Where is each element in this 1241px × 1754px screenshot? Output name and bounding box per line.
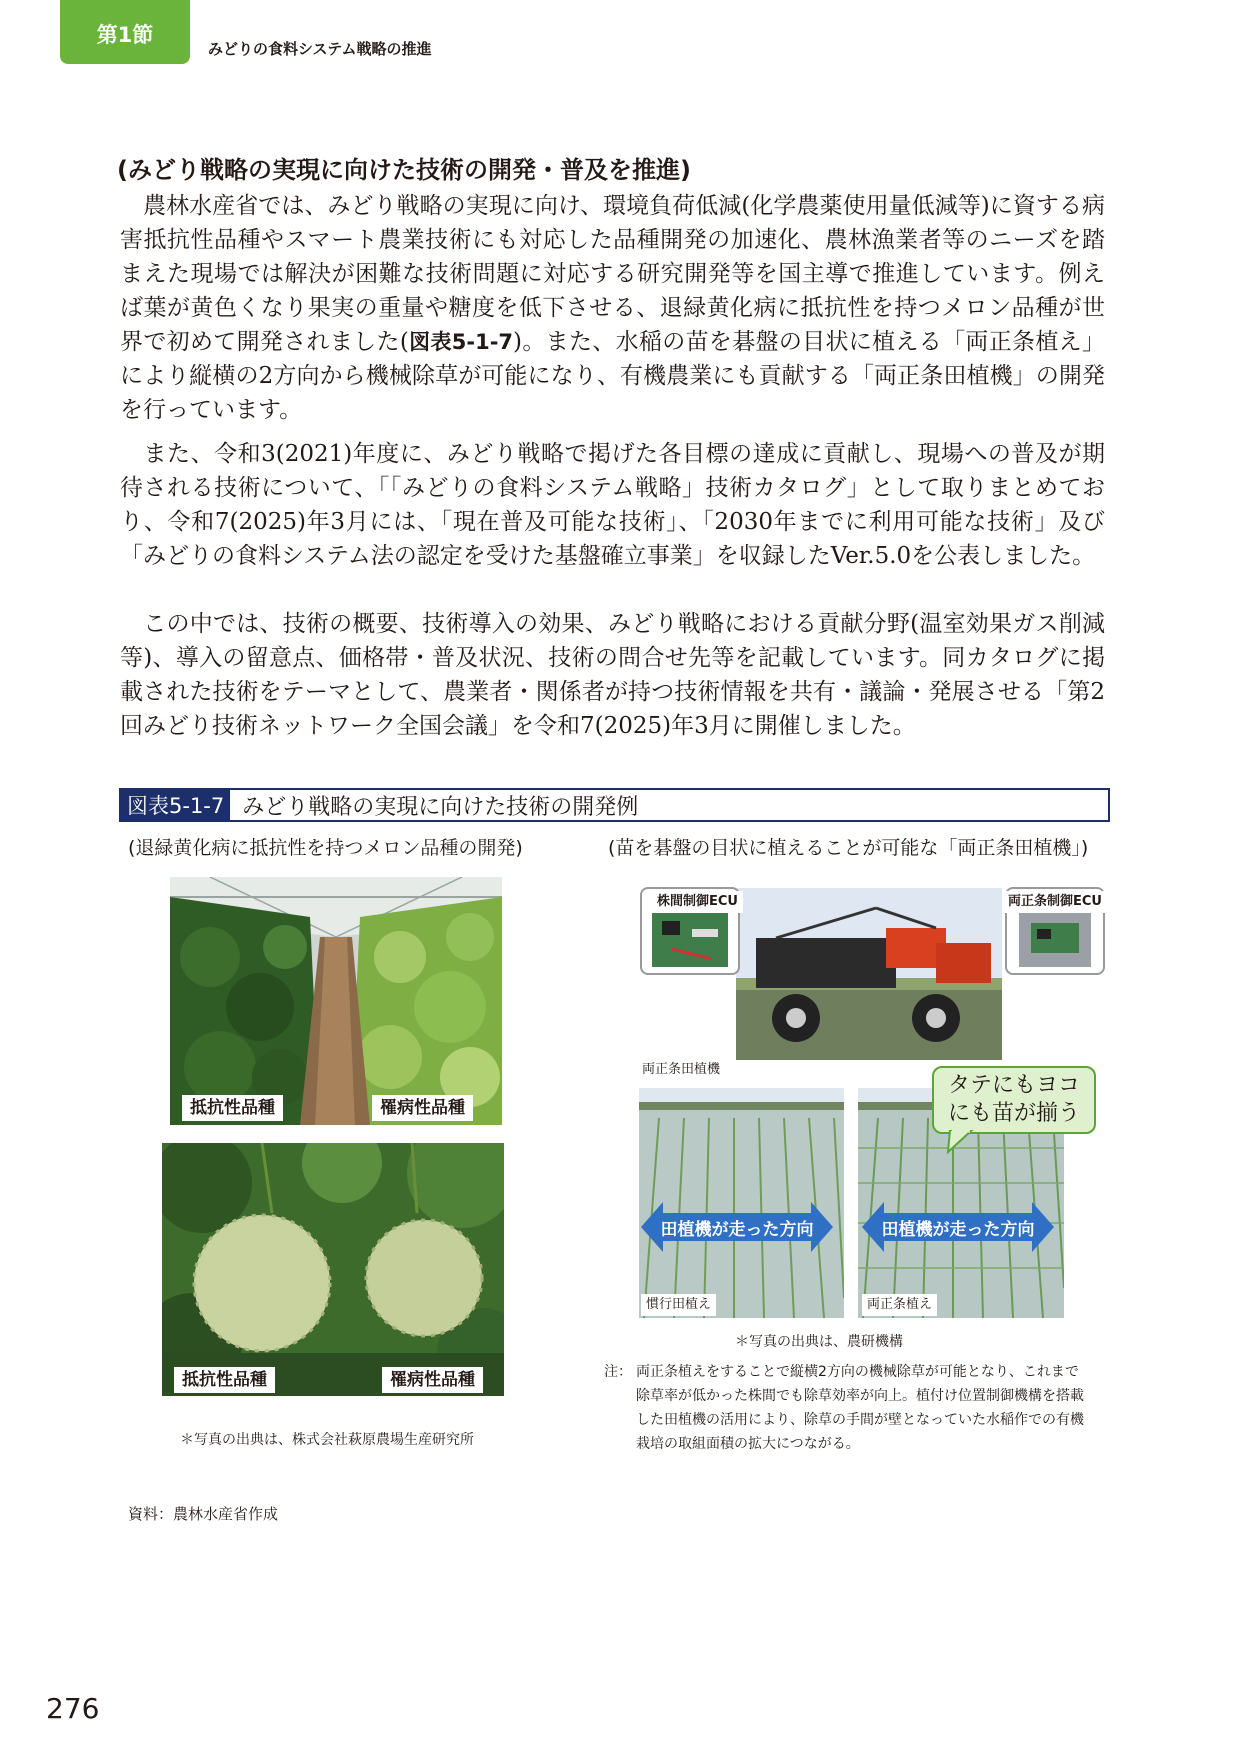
figure-title: みどり戦略の実現に向けた技術の開発例 bbox=[242, 794, 639, 820]
figure-note-prefix: 注： bbox=[604, 1364, 632, 1380]
resistant-variety-tag-2: 抵抗性品種 bbox=[174, 1367, 275, 1393]
greenhouse-photo bbox=[170, 877, 502, 1125]
chapter-title: みどりの食料システム戦略の推進 bbox=[208, 40, 432, 58]
transplanter-label: 両正条田植機 bbox=[642, 1062, 721, 1077]
speech-bubble-tail-icon bbox=[946, 1130, 976, 1154]
double-row-planting-label: 両正条植え bbox=[862, 1294, 937, 1316]
section-tab: 第1節 bbox=[60, 0, 190, 64]
ecu-right-label: 両正条制御ECU bbox=[1003, 891, 1107, 913]
source-note: 資料：農林水産省作成 bbox=[128, 1505, 279, 1523]
left-photo-credit: ＊写真の出典は、株式会社萩原農場生産研究所 bbox=[180, 1432, 474, 1448]
figure-reference-link[interactable]: 図表5-1-7 bbox=[408, 330, 514, 354]
ecu-left-label: 株間制御ECU bbox=[652, 891, 743, 913]
resistant-variety-tag: 抵抗性品種 bbox=[182, 1095, 283, 1121]
figure-note-text: 両正条植えをすることで縦横2方向の機械除草が可能となり、これまで除草率が低かった株間でも除草効率が向上。植付け位置制御機構を搭載した田植機の活用により、除草の手間が壁となっていた水稲作での有機栽培の取組面積の拡大につながる。 bbox=[636, 1364, 1084, 1452]
right-photo-credit: ＊写真の出典は、農研機構 bbox=[735, 1334, 903, 1350]
arrow-text-right: 田植機が走った方向 bbox=[881, 1219, 1035, 1240]
paragraph-1 bbox=[120, 189, 1105, 427]
paragraph-2: また、令和3(2021)年度に、みどり戦略で掲げた各目標の達成に貢献し、現場への普及が期待される技術について、「「みどりの食料システム戦略」技術カタログ」として取りまとめており、令和7(2025)年3月には、「現在普及可能な技術」、「2030年までに利用可能な技術」及び「みどりの食料システム法の認定を受けた基盤確立事業」を収録したVer.5.0を公表しました。 bbox=[120, 441, 1105, 569]
section-heading: (みどり戦略の実現に向けた技術の開発・普及を推進) bbox=[117, 156, 691, 184]
figure-label: 図表5-1-7 bbox=[121, 790, 230, 820]
right-subcaption: (苗を碁盤の目状に植えることが可能な「両正条田植機」) bbox=[608, 837, 1089, 859]
bubble-line-1: タテにもヨコ bbox=[947, 1073, 1080, 1098]
left-subcaption: (退緑黄化病に抵抗性を持つメロン品種の開発) bbox=[128, 837, 523, 859]
paragraph-1-text-b: )。また、水稲の苗を碁盤の目状に植える「両正条植え」により縦横の2方向から機械除草が可能になり、有機農業にも貢献する「両正条田植機」の開発を行っています。 bbox=[120, 329, 1105, 423]
page-number: 276 bbox=[46, 1692, 100, 1725]
paragraph-1-text-a: 農林水産省では、みどり戦略の実現に向け、環境負荷低減(化学農薬使用量低減等)に資する病害抵抗性品種やスマート農業技術にも対応した品種開発の加速化、農林漁業者等のニーズを踏まえた現場では解決が困難な技術問題に対応する研究開発等を国主導で推進しています。例えば葉が黄色くなり果実の重量や糖度を低下させる、退緑黄化病に抵抗性を持つメロン品種が世界で初めて開発されました( bbox=[120, 193, 1105, 355]
susceptible-variety-tag-2: 罹病性品種 bbox=[382, 1367, 483, 1393]
arrow-text-left: 田植機が走った方向 bbox=[660, 1219, 814, 1240]
melon-fruit-photo bbox=[162, 1143, 504, 1396]
conventional-planting-label: 慣行田植え bbox=[641, 1294, 716, 1316]
paragraph-3: この中では、技術の概要、技術導入の効果、みどり戦略における貢献分野(温室効果ガス削減等)、導入の留意点、価格帯・普及状況、技術の問合せ先等を記載しています。同カタログに掲載された技術をテーマとして、農業者・関係者が持つ技術情報を共有・議論・発展させる「第2回みどり技術ネットワーク全国会議」を令和7(2025)年3月に開催しました。 bbox=[120, 611, 1105, 739]
figure-title-bar bbox=[119, 788, 1110, 822]
bubble-line-2: にも苗が揃う bbox=[947, 1101, 1080, 1126]
direction-arrow-left-field bbox=[641, 1202, 833, 1252]
susceptible-variety-tag: 罹病性品種 bbox=[372, 1095, 473, 1121]
speech-bubble bbox=[932, 1066, 1096, 1134]
direction-arrow-right-field bbox=[862, 1202, 1054, 1252]
